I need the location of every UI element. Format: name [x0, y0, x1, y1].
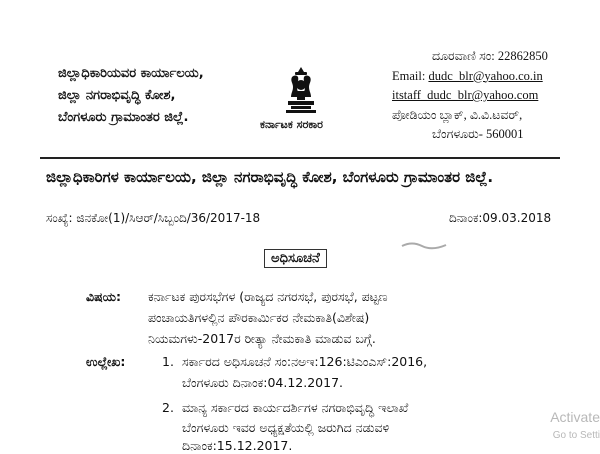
reference-item-line: ಬೆಂಗಳೂರು ದಿನಾಂಕ:04.12.2017.	[182, 375, 344, 390]
activate-windows-watermark: Activate	[550, 409, 600, 425]
email-label: Email:	[392, 68, 426, 83]
subject-line-1: ಕರ್ನಾಟಕ ಪುರಸಭೆಗಳ (ರಾಜ್ಯದ ನಗರಸಭೆ, ಪುರಸಭೆ, ಪಟ್ಟಣ	[148, 289, 388, 304]
subject-line-2: ಪಂಚಾಯತಿಗಳಲ್ಲಿನ ಪೌರಕಾರ್ಮಿಕರ ನೇಮಕಾತಿ(ವಿಶೇಷ)	[148, 310, 370, 325]
notification-heading: ಅಧಿಸೂಚನೆ	[264, 249, 327, 268]
phone-number: ದೂರವಾಣಿ ಸಂ: 22862850	[432, 49, 548, 63]
office-title: ಜಿಲ್ಲಾಧಿಕಾರಿಗಳ ಕಾರ್ಯಾಲಯ, ಜಿಲ್ಲಾ ನಗರಾಭಿವೃದ್ಧಿ ಕೋಶ, ಬೆಂಗಳೂರು ಗ್ರಾಮಾಂತರ ಜಿಲ್ಲೆ.	[46, 168, 494, 186]
references-label: ಉಲ್ಲೇಖ:	[86, 354, 126, 369]
karnataka-emblem-icon	[284, 65, 318, 115]
left-address-block	[58, 63, 204, 129]
reference-item-line: ದಿನಾಂಕ:15.12.2017.	[182, 438, 293, 453]
email-link-1[interactable]: dudc_blr@yahoo.co.in	[428, 68, 543, 83]
right-address-block	[392, 47, 548, 145]
subject-label: ವಿಷಯ:	[86, 289, 121, 304]
subject-line-3: ನಿಯಮಗಳು-2017ರ ರೀತ್ಯಾ ನೇಮಕಾತಿ ಮಾಡುವ ಬಗ್ಗೆ.	[148, 331, 376, 346]
reference-item-num: 2.	[162, 400, 174, 415]
left-address-line-2: ಜಿಲ್ಲಾ ನಗರಾಭಿವೃದ್ಧಿ ಕೋಶ,	[58, 88, 176, 103]
reference-item-line: ಸರ್ಕಾರದ ಅಧಿಸೂಚನೆ ಸಂ:ನಅಇ:126:ಟಿಎಂಎಸ್:2016,	[182, 354, 428, 369]
document-date: ದಿನಾಂಕ:09.03.2018	[449, 211, 552, 225]
street-address: ಪೋಡಿಯಂ ಬ್ಲಾಕ್, ವಿ.ವಿ.ಟವರ್,	[392, 107, 523, 122]
emblem-caption: ಕರ್ನಾಟಕ ಸರಕಾರ	[260, 118, 323, 131]
left-address-line-1: ಜಿಲ್ಲಾಧಿಕಾರಿಯವರ ಕಾರ್ಯಾಲಯ,	[58, 66, 204, 81]
city-pincode: ಬೆಂಗಳೂರು- 560001	[432, 127, 524, 141]
reference-item-line: ಮಾನ್ಯ ಸರ್ಕಾರದ ಕಾರ್ಯದರ್ಶಿಗಳ ನಗರಾಭಿವೃದ್ಧಿ ಇಲಾಖೆ	[182, 400, 409, 415]
ink-smudge	[400, 240, 448, 250]
left-address-line-3: ಬೆಂಗಳೂರು ಗ್ರಾಮಾಂತರ ಜಿಲ್ಲೆ.	[58, 110, 189, 125]
reference-item-line: ಬೆಂಗಳೂರು ಇವರ ಅಧ್ಯಕ್ಷತೆಯಲ್ಲಿ ಜರುಗಿದ ನಡುವಳಿ	[182, 420, 390, 435]
email-link-2[interactable]: itstaff_dudc_blr@yahoo.com	[392, 88, 539, 102]
reference-item-num: 1.	[162, 354, 174, 369]
reference-number: ಸಂಖ್ಯೆ: ಜಿನಕೋ(1)/ಸಿಆರ್/ಸಿಬ್ಬಂದಿ/36/2017-18	[46, 211, 261, 225]
settings-watermark: Go to Setti	[552, 430, 600, 441]
header-divider	[40, 157, 560, 159]
